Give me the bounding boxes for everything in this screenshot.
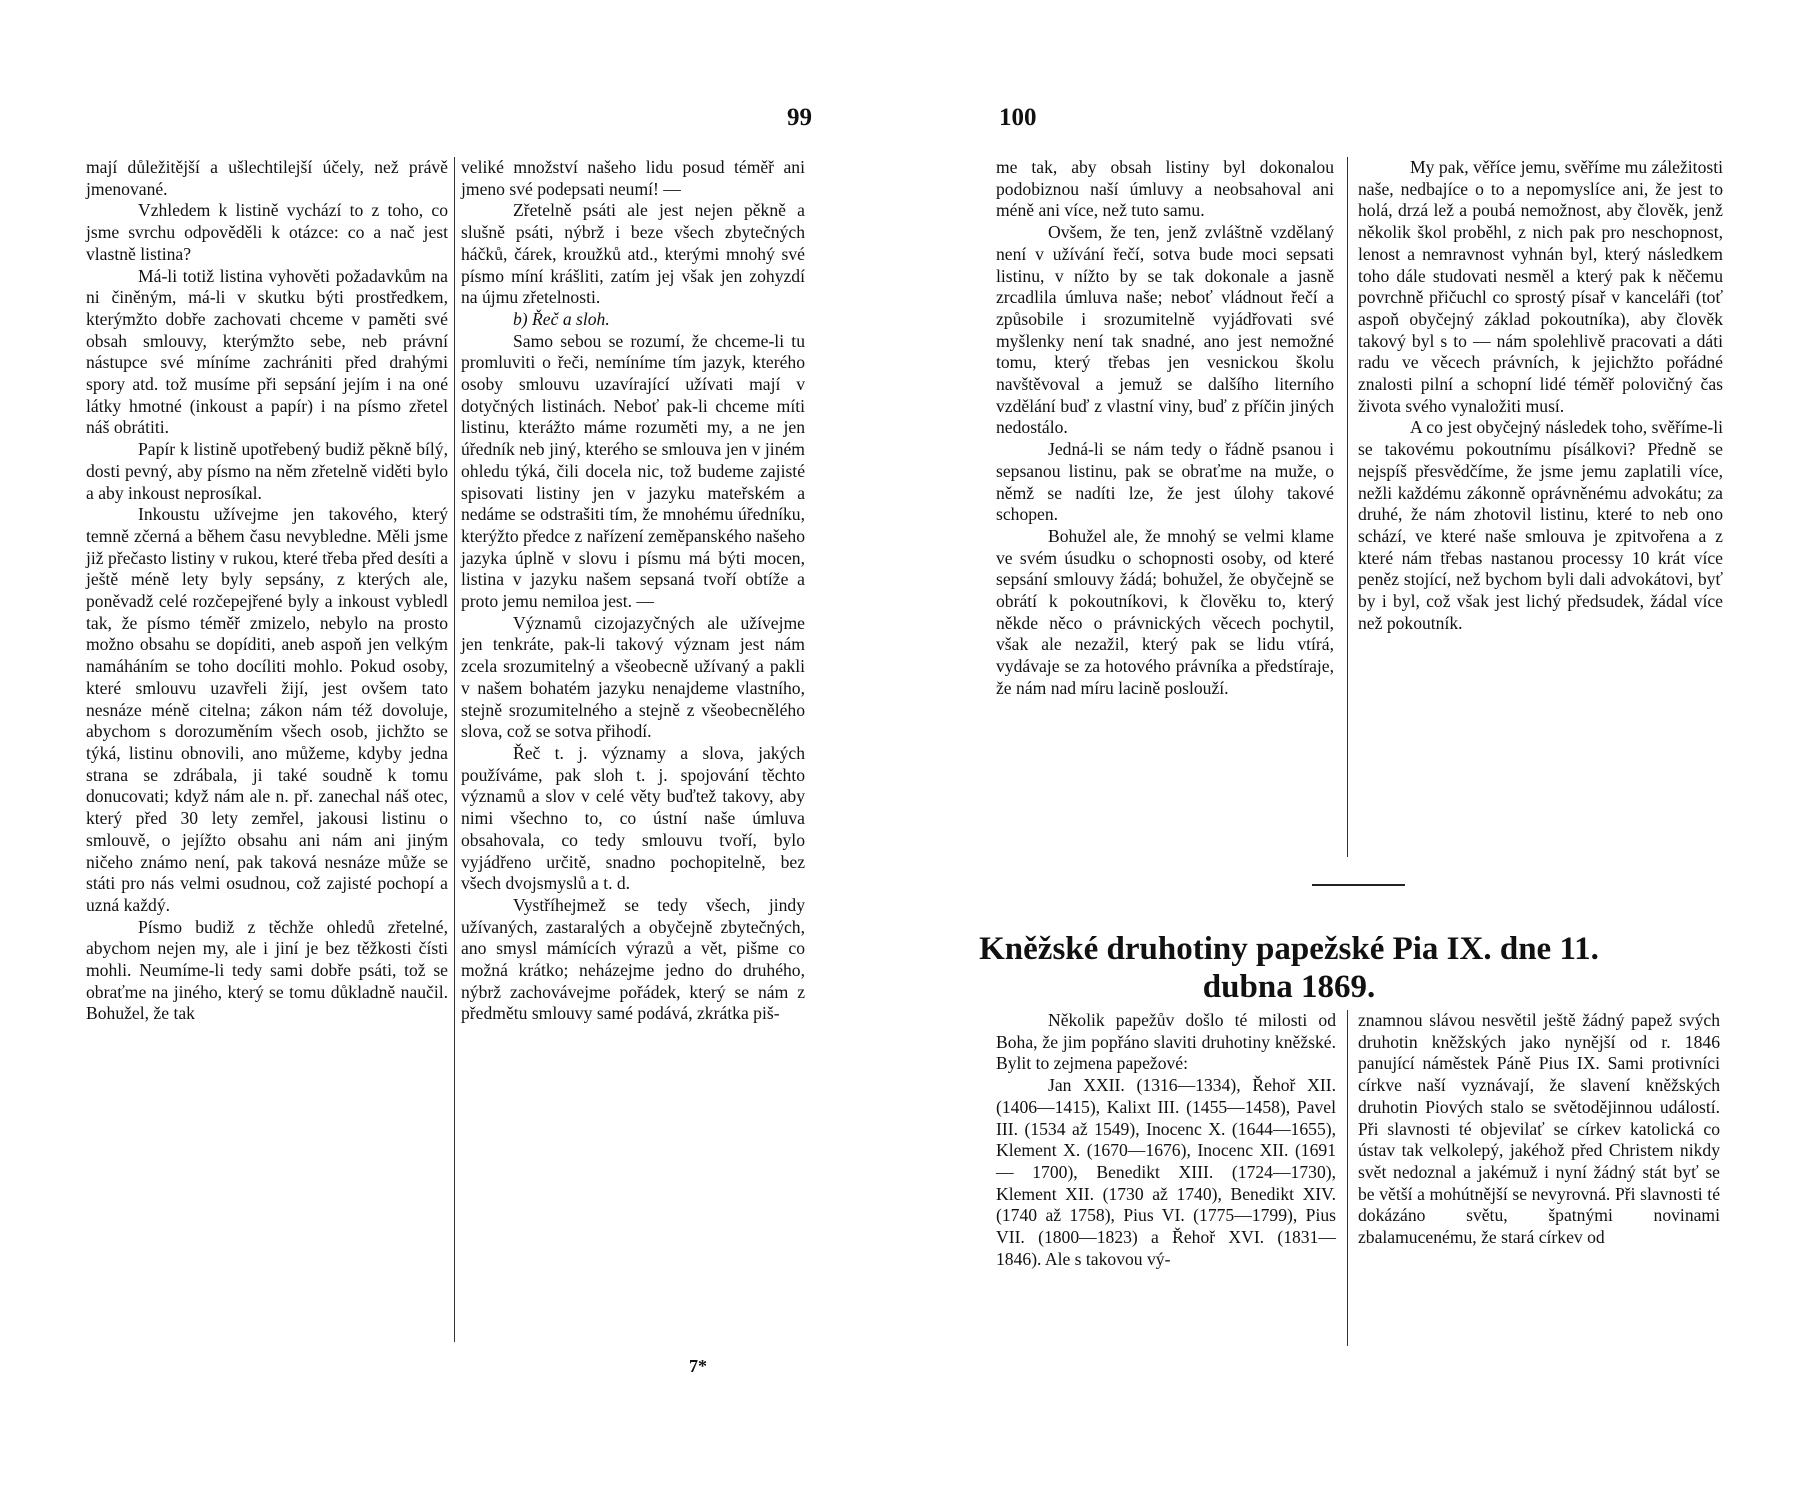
article-title: Kněžské druhotiny papežské Pia IX. dne 11. dubna 1869.: [979, 931, 1599, 1005]
article-column-1: [996, 1010, 1336, 1270]
paragraph: Vzhledem k listině vychází to z toho, co jsme svrchu odpověděli k otázce: co a nač jest vlastně listina?: [86, 200, 448, 264]
paragraph: Písmo budiž z těchže ohledů zřetelné, abychom nejen my, ale i jiní je bez těžkosti čísti mohli. Neumíme-li tedy sami dobře psáti, tož se obraťme na jiného, který se tomu důkladně naučil. Bohužel, že tak: [86, 916, 448, 1024]
paragraph: veliké množství našeho lidu posud téměř ani jmeno své podepsati neumí! —: [461, 157, 805, 199]
paragraph: Několik papežův došlo té milosti od Boha, že jim popřáno slaviti druhotiny kněžské. Bylit to zejmena papežové:: [996, 1010, 1336, 1074]
paragraph: Jedná-li se nám tedy o řádně psanou i sepsanou listinu, pak se obraťme na muže, o němž se nadíti lze, že jest úlohy takové schopen.: [996, 439, 1334, 525]
left-page-column-1: [86, 157, 448, 1025]
paragraph: Jan XXII. (1316—1334), Řehoř XII. (1406—1415), Kalixt III. (1455—1458), Pavel III. (1534 až 1549), Inocenc X. (1644—1655), Klement X. (1670—1676), Inocenc XII. (1691— 1700), Benedikt XIII. (1724—1730), Klement XII. (1730 až 1740), Benedikt XIV. (1740 až 1758), Pius VI. (1775—1799), Pius VII. (1800—1823) a Řehoř XVI. (1831—1846). Ale s takovou vý-: [996, 1075, 1336, 1269]
column-divider: [1347, 157, 1348, 857]
paragraph: Papír k listině upotřebený budiž pěkně bílý, dosti pevný, aby písmo na něm zřetelně viděti bylo a aby inkoust neprosíkal.: [86, 439, 448, 503]
signature-mark: 7*: [689, 1356, 707, 1376]
paragraph: Vystříhejmež se tedy všech, jindy užívaných, zastaralých a obyčejně zbytečných, ano smysl mámících výrazů a vět, pišme co možná krátko; neházejme jedno do druhého, nýbrž zachovávejme pořádek, který se nám z předmětu smlouvy samé podává, zkrátka piš-: [461, 894, 805, 1024]
right-page-column-2: [1358, 157, 1723, 634]
paragraph: Ovšem, že ten, jenž zvláštně vzdělaný není v užívání řečí, sotva bude moci sepsati listinu, v nížto by se tak dokonale a jasně zrcadlila úmluva naše; neboť vládnout řečí a způsobile i srozumitelně vyjádřovati své myšlenky není tak snadné, ano jest nemožné tomu, který třebas jen vesnickou školu navštěvoval a jemuž se dalšího literního vzdělání buď z vlastní viny, buď z příčin jiných nedostálo.: [996, 222, 1334, 438]
paragraph: Řeč t. j. významy a slova, jakých používáme, pak sloh t. j. spojování těchto významů a slov v celé věty buďtež takovy, aby nimi všechno to, co ústní naše úmluva obsahovala, co tedy smlouvu tvoří, bylo vyjádřeno určitě, snadno pochopitelně, bez všech dvojsmyslů a t. d.: [461, 742, 805, 894]
paragraph: My pak, věříce jemu, svěříme mu záležitosti naše, nedbajíce o to a nepomyslíce ani, že jest to holá, drzá lež a poubá nemožnost, aby člověk, jenž několik škol proběhl, z nich pak pro neschopnost, lenost a nemravnost vyhnán byl, který následkem toho dále studovati nesměl a který pak k něčemu povrchně přičuchl co sprostý písař v kanceláři (toť aspoň obyčejný základ pokoutníka), aby člověk takový byl s to — nám spolehlivě pracovati a dáti radu ve věcech právních, k jejichžto pořádné znalosti pilní a schopní lidé téměř polovičný čas života svého vynaložiti musí.: [1358, 157, 1723, 416]
right-page: [899, 0, 1798, 1500]
paragraph: me tak, aby obsah listiny byl dokonalou podobiznou naší úmluvy a neobsahoval ani méně ani více, než tuto samu.: [996, 157, 1334, 221]
section-heading: b) Řeč a sloh.: [513, 308, 610, 329]
paragraph: Samo sebou se rozumí, že chceme-li tu promluviti o řeči, nemíníme tím jazyk, kterého osoby smlouvu uzavírající užívati mají v dotyčných listinách. Neboť pak-li chceme míti listinu, kterážto máme rozuměti my, a ne jen úředník neb jiný, kterého se smlouva jen v jiném ohledu týká, čili docela nic, tož budeme zajisté spisovati listiny jen v jazyku mateřském a nedáme se odstrašiti tím, že mnohému úředníku, kterýžto předce z nařízení zeměpanského našeho jazyka úplně v slovu i písmu má býti mocen, listina v jazyku našem sepsaná tvoří obtíže a proto jemu nemiloa jest. —: [461, 330, 805, 612]
paragraph: znamnou slávou nesvětil ještě žádný papež svých druhotin kněžských jako nynější od r. 1846 panující náměstek Páně Pius IX. Sami protivníci církve naší vyznávají, že slavení kněžských druhotin Piových stalo se světodějinnou událostí. Při slavnosti té objevilať se církev katolická co ústav tak velkolepý, jakéhož před Christem nikdy svět nedoznal a jakémuž i nyní žádný stát byť se be větší a mohútnější se nevyrovná. Při slavnosti té dokázáno světu, špatnými novinami zbalamucenému, že stará církev od: [1358, 1010, 1720, 1248]
article-column-2: [1358, 1010, 1720, 1249]
paragraph: Bohužel ale, že mnohý se velmi klame ve svém úsudku o schopnosti osoby, od které sepsání smlouvy žádá; bohužel, že obyčejně se obrátí k pokoutníkovi, k člověku to, který někde něco o právnických věcech pochytil, však ale nezažil, který pak se lidu vtírá, vydávaje se za hotového právníka a předstíraje, že nám nad míru lacině poslouží.: [996, 525, 1334, 698]
paragraph: Inkoustu užívejme jen takového, který temně zčerná a během času nevybledne. Měli jsme již přečasto listiny v rukou, které třeba před desíti a ještě méně lety byly sepsány, z kterých ale, poněvadž celé rozčepejřené byly a inkoust vybledl tak, že písmo téměř zmizelo, nebylo na prosto možno obsahu se dopíditi, aneb aspoň jen velkým namáháním se toho docíliti mohlo. Pokud osoby, které smlouvu uzavřeli žijí, jest ovšem tato nesnáze méně citelna; zákon nám též dovoluje, abychom s dorozuměním všech osob, jichžto se týká, listinu obnovili, ano můžeme, kdyby jedna strana se zdrábala, ji také soudně k tomu donucovati; když nám ale n. př. zanechal náš otec, který před 30 lety zemřel, jakousi listinu o smlouvě, o jejížto obsahu ani nám ani jiným ničeho známo není, pak taková nesnáze může se státi pro nás velmi osudnou, což zajisté pochopí a uzná každý.: [86, 504, 448, 915]
column-divider: [454, 157, 455, 1342]
paragraph: Má-li totiž listina vyhověti požadavkům na ni činěným, má-li v skutku býti prostředkem, kterýmžto dobře zachovati chceme v paměti své obsah smlouvy, kterýmžto sebe, neb právní nástupce své míníme zachrániti před drahými spory atd. tož musíme při sepsání jejím i na oné látky hmotné (inkoust a papír) i na písmo zřetel náš obrátiti.: [86, 265, 448, 438]
paragraph: mají důležitější a ušlechtilejší účely, než právě jmenované.: [86, 157, 448, 199]
paragraph: Zřetelně psáti ale jest nejen pěkně a slušně psáti, nýbrž i beze všech zbytečných háčků, čárek, kroužků atd., kterými mnohý své písmo míní krášliti, zatím jej však jen zohyzdí na újmu zřetelnosti.: [461, 200, 805, 308]
column-divider: [1347, 1010, 1348, 1346]
paragraph: Významů cizojazyčných ale užívejme jen tenkráte, pak-li takový význam jest nám zcela srozumitelný a všeobecně užívaný a pakli v našem bohatém jazyku nenajdeme vlastního, stejně srozumitelného a stejně z všeobecnělého slova, což se sotva přihodí.: [461, 612, 805, 742]
section-separator: [1312, 884, 1405, 886]
page-number-right: 100: [999, 104, 1037, 131]
paragraph: A co jest obyčejný následek toho, svěříme-li se takovému pokoutnímu písálkovi? Předně se nejspíš přesvědčíme, že jsme jemu zaplatili více, nežli každému zákonně oprávněnému advokátu; za druhé, že nám zhotovil listinu, které to neb ono schází, ve které naše smlouva je zpitvořena a z které nám třebas nastanou processy 10 krát více peněz stojící, než bychom byli dali advokátovi, byť by i byl, což však jest lichý předsudek, žádal více než pokoutník.: [1358, 417, 1723, 633]
right-page-column-1: [996, 157, 1334, 700]
left-page-column-2: [461, 157, 805, 1025]
page-number-left: 99: [787, 104, 812, 131]
